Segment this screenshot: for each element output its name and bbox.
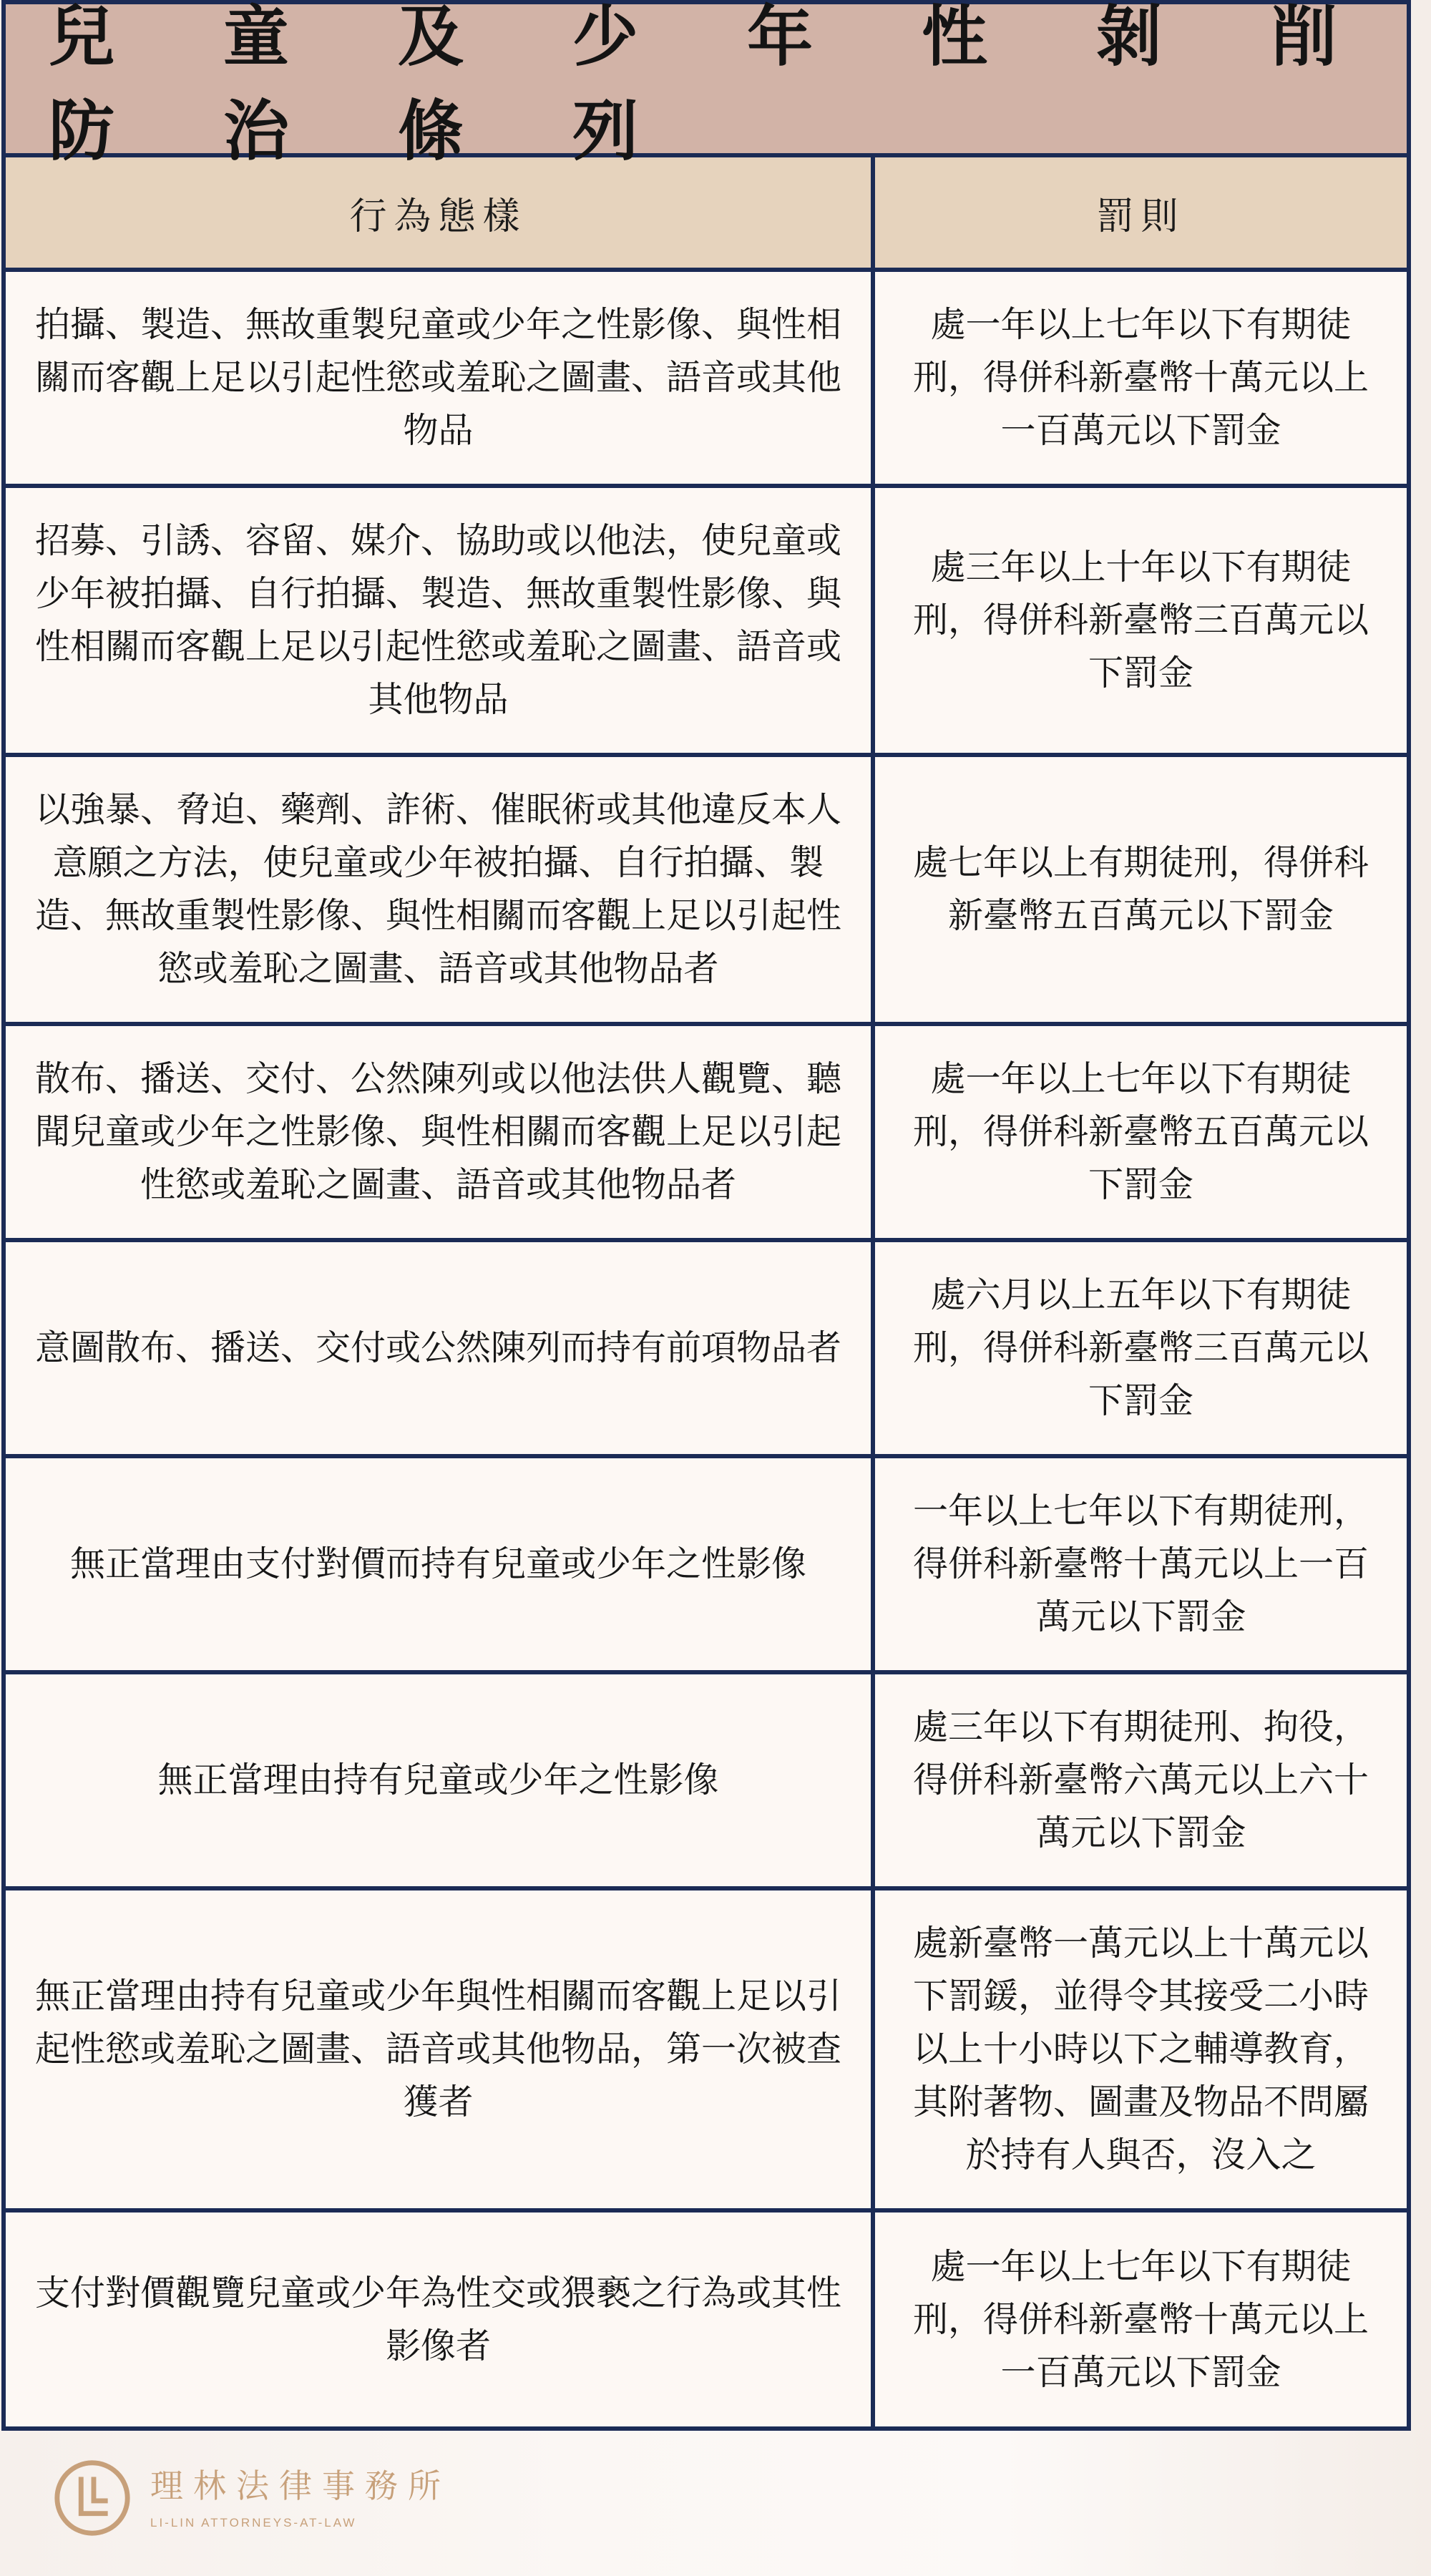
act-cell: 招募、引誘、容留、媒介、協助或以他法，使兒童或少年被拍攝、自行拍攝、製造、無故重製性影像、與性相關而客觀上足以引起性慾或羞恥之圖畫、語音或其他物品 bbox=[6, 486, 873, 755]
table-row bbox=[6, 2210, 1407, 2426]
column-header-penalty: 罰則 bbox=[873, 157, 1407, 270]
penalty-table bbox=[6, 157, 1407, 2426]
table-row bbox=[6, 486, 1407, 755]
act-cell: 以強暴、脅迫、藥劑、詐術、催眠術或其他違反本人意願之方法，使兒童或少年被拍攝、自行拍攝、製造、無故重製性影像、與性相關而客觀上足以引起性慾或羞恥之圖畫、語音或其他物品者 bbox=[6, 755, 873, 1024]
table-row bbox=[6, 755, 1407, 1024]
firm-text bbox=[150, 2466, 451, 2530]
page-title: 兒 童 及 少 年 性 剝 削 防 治 條 列 bbox=[49, 0, 1380, 170]
act-cell: 意圖散布、播送、交付或公然陳列而持有前項物品者 bbox=[6, 1240, 873, 1456]
act-cell: 散布、播送、交付、公然陳列或以他法供人觀覽、聽聞兒童或少年之性影像、與性相關而客觀上足以引起性慾或羞恥之圖畫、語音或其他物品者 bbox=[6, 1024, 873, 1240]
penalty-cell: 處六月以上五年以下有期徒刑，得併科新臺幣三百萬元以下罰金 bbox=[873, 1240, 1407, 1456]
statute-sheet bbox=[1, 0, 1411, 2431]
penalty-cell: 一年以上七年以下有期徒刑，得併科新臺幣十萬元以上一百萬元以下罰金 bbox=[873, 1456, 1407, 1672]
act-cell: 拍攝、製造、無故重製兒童或少年之性影像、與性相關而客觀上足以引起性慾或羞恥之圖畫、語音或其他物品 bbox=[6, 270, 873, 486]
table-row bbox=[6, 1024, 1407, 1240]
lilin-logo-icon bbox=[50, 2456, 135, 2540]
penalty-cell: 處七年以上有期徒刑，得併科新臺幣五百萬元以下罰金 bbox=[873, 755, 1407, 1024]
act-cell: 無正當理由持有兒童或少年與性相關而客觀上足以引起性慾或羞恥之圖畫、語音或其他物品，第一次被查獲者 bbox=[6, 1888, 873, 2210]
penalty-cell: 處一年以上七年以下有期徒刑，得併科新臺幣五百萬元以下罰金 bbox=[873, 1024, 1407, 1240]
firm-name: 理林法律事務所 bbox=[150, 2467, 451, 2505]
firm-footer bbox=[50, 2456, 451, 2540]
table-row bbox=[6, 1672, 1407, 1888]
penalty-cell: 處新臺幣一萬元以上十萬元以下罰鍰，並得令其接受二小時以上十小時以下之輔導教育，其附著物、圖畫及物品不問屬於持有人與否，沒入之 bbox=[873, 1888, 1407, 2210]
table-row bbox=[6, 1240, 1407, 1456]
act-cell: 無正當理由持有兒童或少年之性影像 bbox=[6, 1672, 873, 1888]
act-cell: 支付對價觀覽兒童或少年為性交或猥褻之行為或其性影像者 bbox=[6, 2210, 873, 2426]
table-row bbox=[6, 270, 1407, 486]
title-bar bbox=[6, 0, 1407, 170]
column-header-act: 行為態樣 bbox=[6, 157, 873, 270]
penalty-cell: 處一年以上七年以下有期徒刑，得併科新臺幣十萬元以上一百萬元以下罰金 bbox=[873, 2210, 1407, 2426]
table-header-row bbox=[6, 157, 1407, 270]
penalty-cell: 處三年以下有期徒刑、拘役，得併科新臺幣六萬元以上六十萬元以下罰金 bbox=[873, 1672, 1407, 1888]
firm-name-en: LI-LIN ATTORNEYS-AT-LAW bbox=[150, 2516, 357, 2529]
table-row bbox=[6, 1456, 1407, 1672]
table-row bbox=[6, 1888, 1407, 2210]
act-cell: 無正當理由支付對價而持有兒童或少年之性影像 bbox=[6, 1456, 873, 1672]
penalty-cell: 處一年以上七年以下有期徒刑，得併科新臺幣十萬元以上一百萬元以下罰金 bbox=[873, 270, 1407, 486]
penalty-cell: 處三年以上十年以下有期徒刑，得併科新臺幣三百萬元以下罰金 bbox=[873, 486, 1407, 755]
